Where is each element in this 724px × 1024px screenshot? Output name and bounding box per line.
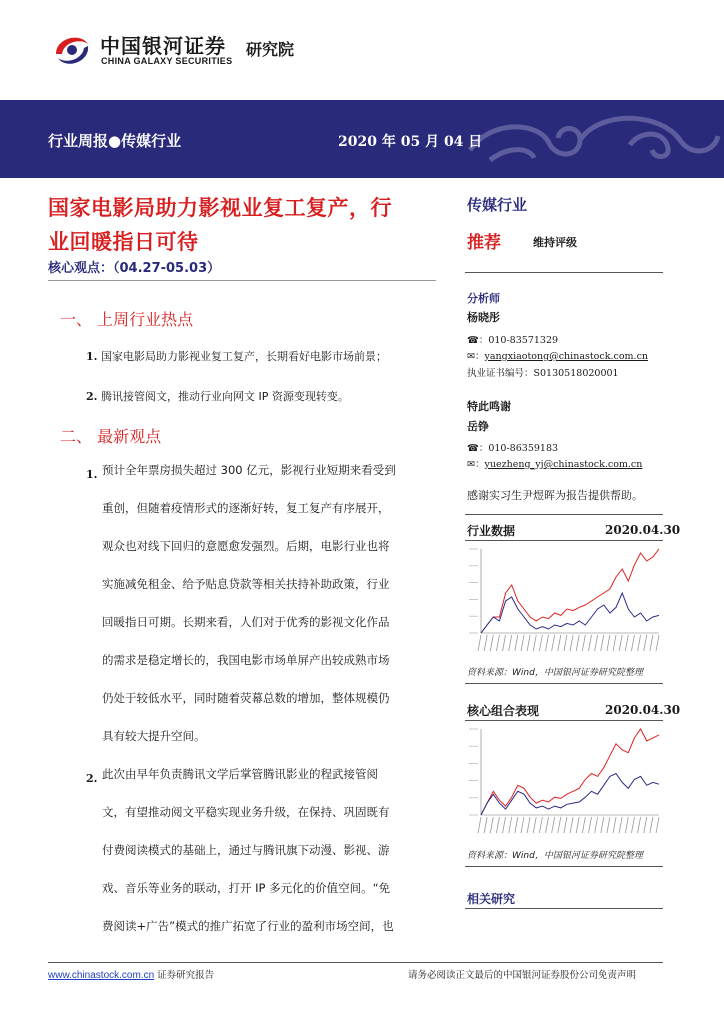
- x-tick-label: [570, 635, 573, 651]
- x-tick-label: [625, 635, 628, 651]
- intern-note: 感谢实习生尹煜晖为报告提供帮助。: [467, 489, 643, 502]
- mail-icon: ✉: [467, 351, 475, 362]
- paragraph-line: 戏、音乐等业务的联动，打开 IP 多元化的价值空间。“免: [102, 881, 391, 895]
- section-heading-2: 二、 最新观点: [60, 427, 162, 446]
- x-tick-label: [625, 817, 628, 833]
- x-tick-label: [650, 817, 653, 833]
- thanks-email: ✉：yuezheng_yj@chinastock.com.cn: [467, 459, 643, 470]
- thanks-heading: 特此鸣谢: [467, 400, 511, 413]
- footer-left: www.chinastock.com.cn 证券研究报告: [48, 970, 215, 981]
- analyst-cert: 执业证书编号：S0130518020001: [467, 368, 619, 379]
- x-tick-label: [631, 817, 634, 833]
- x-tick-label: [509, 817, 512, 833]
- report-title-line-2: 业回暖指日可待: [48, 230, 199, 254]
- x-tick-label: [539, 817, 542, 833]
- chart2-date: 2020.04.30: [605, 703, 681, 717]
- report-date: 2020 年 05 月 04 日: [338, 134, 483, 150]
- x-tick-label: [533, 817, 536, 833]
- footer-site-link[interactable]: www.chinastock.com.cn: [48, 970, 155, 981]
- x-tick-label: [650, 635, 653, 651]
- x-tick-label: [509, 635, 512, 651]
- china-galaxy-logo-icon: [50, 28, 94, 72]
- paragraph-line: 此次由早年负责腾讯文学后掌管腾讯影业的程武接管阅: [102, 767, 378, 781]
- x-tick-label: [601, 817, 604, 833]
- list-item-number: 1.: [86, 468, 98, 481]
- x-tick-label: [595, 635, 598, 651]
- chart1-source: 资料来源：Wind，中国银河证券研究院整理: [467, 668, 643, 678]
- x-tick-label: [552, 635, 555, 651]
- x-tick-label: [527, 817, 530, 833]
- chart2-title: 核心组合表现: [467, 704, 540, 718]
- chart1-date: 2020.04.30: [605, 523, 681, 537]
- list-item: 1. 国家电影局助力影视业复工复产，长期看好电影市场前景；: [86, 350, 387, 363]
- x-tick-label: [613, 817, 616, 833]
- x-tick-label: [576, 635, 579, 651]
- footer-divider: [48, 962, 663, 963]
- x-tick-label: [656, 635, 659, 651]
- x-tick-label: [533, 635, 536, 651]
- chart1-title: 行业数据: [467, 524, 516, 538]
- x-tick-label: [490, 817, 493, 833]
- paragraph-line: 文，有望推动阅文平稳实现业务升级，在保持、巩固既有: [102, 805, 390, 819]
- report-category: 行业周报●传媒行业: [48, 132, 182, 150]
- chart2-source: 资料来源：Wind，中国银河证券研究院整理: [467, 851, 643, 861]
- x-tick-label: [496, 817, 499, 833]
- brand-name-cn: 中国银河证券: [100, 34, 226, 58]
- core-view-label: 核心观点：（04.27-05.03）: [48, 261, 221, 276]
- divider: [465, 908, 663, 909]
- series-line-2: [481, 774, 659, 816]
- report-title-line-1: 国家电影局助力影视业复工复产，行: [48, 196, 392, 220]
- x-tick-label: [546, 817, 549, 833]
- divider: [48, 280, 436, 281]
- x-tick-label: [515, 635, 518, 651]
- x-tick-label: [478, 635, 481, 651]
- x-tick-label: [546, 635, 549, 651]
- x-tick-label: [619, 817, 622, 833]
- x-tick-label: [521, 817, 524, 833]
- x-tick-label: [588, 635, 591, 651]
- x-tick-label: [484, 817, 487, 833]
- series-line-1: [481, 729, 659, 815]
- related-research-heading: 相关研究: [467, 892, 516, 906]
- divider: [465, 540, 663, 541]
- x-tick-label: [607, 635, 610, 651]
- x-tick-label: [558, 817, 561, 833]
- paragraph-line: 预计全年票房损失超过 300 亿元，影视行业短期来看受到: [102, 463, 396, 477]
- core-portfolio-chart: [465, 725, 663, 837]
- paragraph-line: 实施减免租金、给予贴息贷款等相关扶持补助政策，行业: [102, 577, 390, 591]
- x-tick-label: [552, 817, 555, 833]
- x-tick-label: [588, 817, 591, 833]
- industry-label: 传媒行业: [467, 196, 528, 214]
- x-tick-label: [582, 817, 585, 833]
- divider: [465, 720, 663, 721]
- thanks-email-link[interactable]: yuezheng_yj@chinastock.com.cn: [484, 459, 643, 470]
- divider: [465, 272, 663, 273]
- x-tick-label: [490, 635, 493, 651]
- paragraph-line: 具有较大提升空间。: [102, 729, 206, 743]
- analyst-heading: 分析师: [467, 292, 500, 305]
- x-tick-label: [638, 635, 641, 651]
- paragraph-line: 的需求是稳定增长的，我国电影市场单屏产出较成熟市场: [102, 653, 390, 667]
- x-tick-label: [484, 635, 487, 651]
- paragraph-line: 付费阅读模式的基础上，通过与腾讯旗下动漫、影视、游: [102, 843, 390, 857]
- x-tick-label: [564, 635, 567, 651]
- divider: [465, 514, 663, 515]
- x-tick-label: [576, 817, 579, 833]
- x-tick-label: [619, 635, 622, 651]
- phone-icon: ☎: [467, 443, 479, 454]
- series-line-2: [481, 593, 659, 633]
- x-tick-label: [564, 817, 567, 833]
- x-tick-label: [638, 817, 641, 833]
- divider: [465, 866, 663, 867]
- x-tick-label: [496, 635, 499, 651]
- paragraph-line: 仍处于较低水平，同时随着荧幕总数的增加，整体规模仍: [102, 691, 390, 705]
- series-line-1: [481, 549, 659, 633]
- list-item: 2. 腾讯接管阅文，推动行业向网文 IP 资源变现转变。: [86, 390, 349, 403]
- thanks-name: 岳铮: [467, 420, 489, 433]
- x-tick-label: [595, 817, 598, 833]
- industry-data-chart: [465, 545, 663, 655]
- paragraph-line: 重创，但随着疫情形式的逐渐好转，复工复产有序展开，: [102, 501, 390, 515]
- analyst-phone: ☎：010-83571329: [467, 335, 559, 346]
- x-tick-label: [607, 817, 610, 833]
- analyst-name: 杨晓彤: [467, 311, 500, 324]
- x-tick-label: [527, 635, 530, 651]
- footer-disclaimer: 请务必阅读正文最后的中国银河证券股份公司免责声明: [408, 970, 637, 981]
- x-tick-label: [539, 635, 542, 651]
- analyst-email: ✉：yangxiaotong@chinastock.com.cn: [467, 351, 649, 362]
- section-heading-1: 一、 上周行业热点: [60, 310, 194, 329]
- analyst-email-link[interactable]: yangxiaotong@chinastock.com.cn: [484, 351, 649, 362]
- x-tick-label: [613, 635, 616, 651]
- paragraph-line: 费阅读+广告”模式的推广拓宽了行业的盈利市场空间，也: [102, 919, 394, 933]
- brand-name-en: CHINA GALAXY SECURITIES: [101, 56, 233, 66]
- paragraph-line: 回暖指日可期。长期来看，人们对于优秀的影视文化作品: [102, 615, 390, 629]
- paragraph-line: 观众也对线下回归的意愿愈发强烈。后期，电影行业也将: [102, 539, 390, 553]
- rating-note: 维持评级: [533, 236, 577, 249]
- x-tick-label: [644, 817, 647, 833]
- thanks-phone: ☎：010-86359183: [467, 443, 559, 454]
- x-tick-label: [503, 817, 506, 833]
- x-tick-label: [601, 635, 604, 651]
- rating-label: 推荐: [467, 233, 501, 253]
- phone-icon: ☎: [467, 335, 479, 346]
- x-tick-label: [656, 817, 659, 833]
- x-tick-label: [515, 817, 518, 833]
- x-tick-label: [631, 635, 634, 651]
- x-tick-label: [644, 635, 647, 651]
- list-item-number: 2.: [86, 772, 98, 785]
- divider: [465, 683, 663, 684]
- x-tick-label: [521, 635, 524, 651]
- x-tick-label: [570, 817, 573, 833]
- mail-icon: ✉: [467, 459, 475, 470]
- x-tick-label: [478, 817, 481, 833]
- institute-label: 研究院: [246, 40, 295, 59]
- x-tick-label: [558, 635, 561, 651]
- x-tick-label: [503, 635, 506, 651]
- x-tick-label: [582, 635, 585, 651]
